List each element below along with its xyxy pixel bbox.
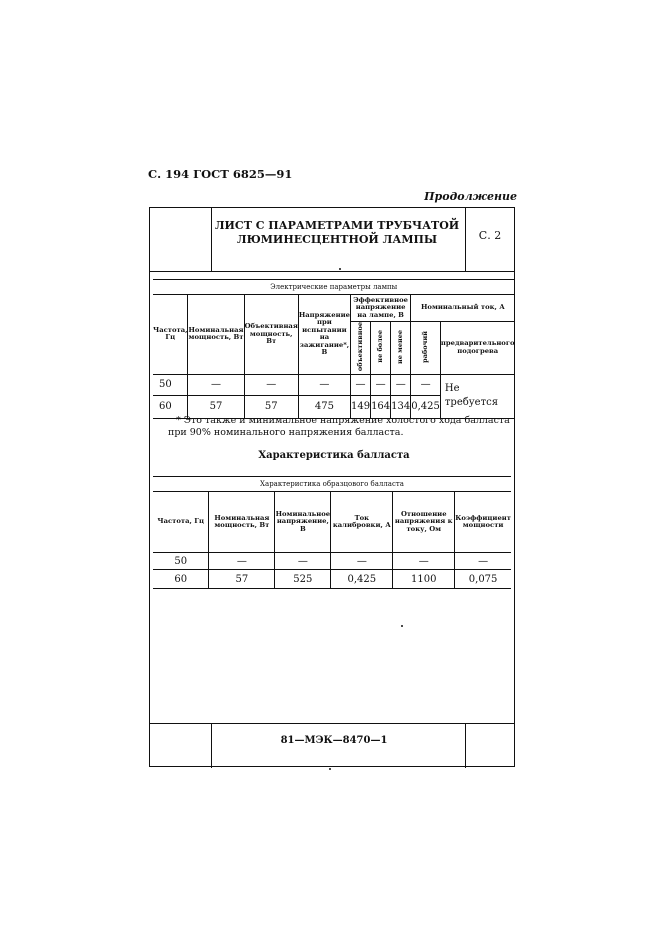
table-cell: 475	[298, 395, 350, 418]
col-group-rated-current: Номинальный ток, А	[411, 295, 515, 322]
sub-header-max	[371, 322, 391, 375]
table-cell-preheat: Не требуется	[440, 374, 514, 418]
col-header-voltage-current-ratio: Отношение напряжения к току, Ом	[393, 492, 455, 553]
sheet-page-number: С. 2	[478, 229, 502, 242]
ballast-table-caption: Характеристика образцового балласта	[153, 477, 511, 492]
table-cell: 50	[153, 553, 209, 570]
mark-dot	[329, 768, 331, 770]
sub-header-min	[391, 322, 411, 375]
lamp-parameters-table	[153, 279, 515, 419]
col-header-rated-power: Номинальная мощность, Вт	[209, 492, 275, 553]
mark-dot	[401, 625, 403, 627]
table-cell: 1100	[393, 570, 455, 589]
sheet-title	[212, 219, 462, 247]
sub-header-preheat: предварительного подогрева	[440, 322, 514, 375]
footer-overline	[150, 723, 514, 724]
lamp-table-caption: Электрические параметры лампы	[153, 280, 515, 295]
sheet-title-line1: ЛИСТ С ПАРАМЕТРАМИ ТРУБЧАТОЙ	[214, 219, 460, 232]
page-header-ref: С. 194 ГОСТ 6825—91	[148, 167, 293, 181]
table-cell: 525	[275, 570, 331, 589]
sub-header-working	[411, 322, 441, 375]
col-header-frequency: Частота, Гц	[153, 295, 188, 375]
mark-dot	[339, 268, 341, 270]
col-header-test-voltage: Напряжение при испытании на зажигание*, В	[298, 295, 350, 375]
title-underline	[150, 271, 514, 272]
col-header-calibration-current: Ток калибровки, А	[331, 492, 393, 553]
table-cell: —	[350, 374, 370, 395]
table-cell: 134	[391, 395, 411, 418]
col-header-objective-power: Объективная мощность, Вт	[244, 295, 298, 375]
table-cell: 0,075	[455, 570, 511, 589]
table-cell: —	[393, 553, 455, 570]
col-header-rated-power: Номинальная мощность, Вт	[188, 295, 244, 375]
ballast-table	[153, 476, 511, 589]
table-cell: —	[331, 553, 393, 570]
sub-header-min-text: не менее	[395, 329, 404, 364]
table-cell: —	[209, 553, 275, 570]
sub-header-max-text: не более	[375, 330, 384, 363]
document-code: 81—МЭК—8470—1	[280, 735, 388, 746]
continuation-label: Продолжение	[424, 190, 517, 203]
table-cell: —	[371, 374, 391, 395]
table-cell: —	[275, 553, 331, 570]
table-cell: 60	[153, 570, 209, 589]
table-cell: —	[455, 553, 511, 570]
table-cell: 0,425	[331, 570, 393, 589]
sub-header-working-text: рабочий	[420, 330, 429, 363]
table-cell: —	[391, 374, 411, 395]
table-cell: —	[298, 374, 350, 395]
table-cell: —	[188, 374, 244, 395]
footnote: * Это также и минимальное напряжение холостого хода балласта при 90% номинального напряжения балласта.	[168, 415, 510, 438]
sheet-title-line2: ЛЮМИНЕСЦЕНТНОЙ ЛАМПЫ	[236, 233, 438, 246]
table-cell: 164	[371, 395, 391, 418]
table-cell: 57	[188, 395, 244, 418]
sub-header-objective-text: объективное	[355, 322, 364, 372]
table-cell: 50	[153, 374, 188, 395]
table-cell: 149	[350, 395, 370, 418]
footer-divider-right	[465, 723, 466, 768]
sub-header-objective	[350, 322, 370, 375]
col-header-power-factor: Коэффициент мощности	[455, 492, 511, 553]
table-cell: 60	[153, 395, 188, 418]
ballast-section-title: Характеристика балласта	[258, 450, 410, 461]
table-cell: 0,425	[411, 395, 441, 418]
col-group-effective-voltage: Эффективное напряжение на лампе, В	[350, 295, 410, 322]
table-cell: 57	[209, 570, 275, 589]
col-header-rated-voltage: Номинальное напряжение, В	[275, 492, 331, 553]
table-cell: —	[244, 374, 298, 395]
col-header-frequency: Частота, Гц	[153, 492, 209, 553]
table-cell: —	[411, 374, 441, 395]
table-cell: 57	[244, 395, 298, 418]
